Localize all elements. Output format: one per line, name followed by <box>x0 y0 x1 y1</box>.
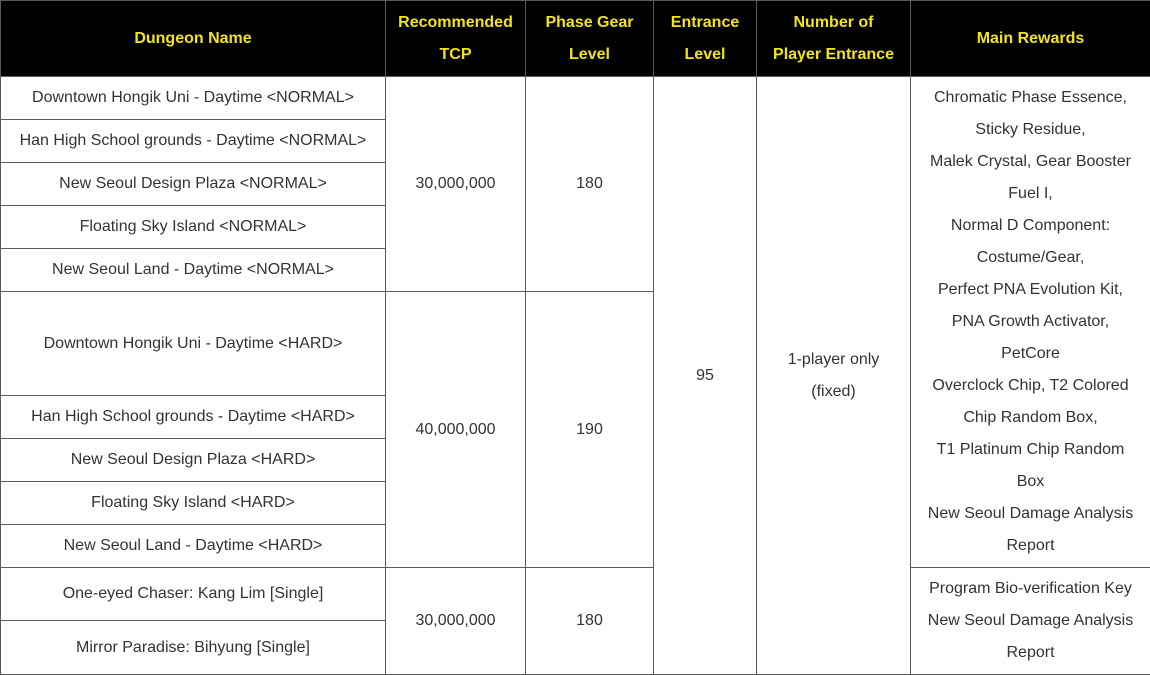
entrance-level: 95 <box>654 77 757 675</box>
table-row <box>1 77 1150 120</box>
phase-gear-level: 190 <box>526 292 654 568</box>
header-recommended-tcp: Recommended TCP <box>386 1 526 77</box>
table-row <box>1 568 1150 621</box>
dungeon-name: New Seoul Land - Daytime <NORMAL> <box>1 249 386 292</box>
dungeon-name: Mirror Paradise: Bihyung [Single] <box>1 621 386 675</box>
main-rewards-list: Program Bio-verification Key New Seoul Damage Analysis Report <box>911 568 1150 675</box>
header-player-entrance: Number of Player Entrance <box>757 1 911 77</box>
dungeon-name: Floating Sky Island <HARD> <box>1 482 386 525</box>
phase-gear-level: 180 <box>526 568 654 675</box>
dungeon-name: Floating Sky Island <NORMAL> <box>1 206 386 249</box>
header-row <box>1 1 1150 77</box>
main-rewards-list: Chromatic Phase Essence, Sticky Residue, Malek Crystal, Gear Booster Fuel I, Normal D Component: Costume/Gear, Perfect PNA Evolution Kit, PNA Growth Activator, PetCore Overclock Chip, T2 Colored Chip Random Box, T1 Platinum Chip Random Box New Seoul Damage Analysis Report <box>911 77 1150 568</box>
dungeon-name: Han High School grounds - Daytime <HARD> <box>1 396 386 439</box>
header-main-rewards: Main Rewards <box>911 1 1150 77</box>
dungeon-name: New Seoul Design Plaza <NORMAL> <box>1 163 386 206</box>
dungeon-name: Downtown Hongik Uni - Daytime <HARD> <box>1 292 386 396</box>
player-entrance: 1-player only (fixed) <box>757 77 911 675</box>
dungeon-name: New Seoul Design Plaza <HARD> <box>1 439 386 482</box>
header-phase-gear-level: Phase Gear Level <box>526 1 654 77</box>
dungeon-name: One-eyed Chaser: Kang Lim [Single] <box>1 568 386 621</box>
dungeon-name: Han High School grounds - Daytime <NORMAL> <box>1 120 386 163</box>
dungeon-name: New Seoul Land - Daytime <HARD> <box>1 525 386 568</box>
phase-gear-level: 180 <box>526 77 654 292</box>
dungeon-name: Downtown Hongik Uni - Daytime <NORMAL> <box>1 77 386 120</box>
recommended-tcp: 40,000,000 <box>386 292 526 568</box>
recommended-tcp: 30,000,000 <box>386 77 526 292</box>
recommended-tcp: 30,000,000 <box>386 568 526 675</box>
header-entrance-level: Entrance Level <box>654 1 757 77</box>
header-dungeon-name: Dungeon Name <box>1 1 386 77</box>
